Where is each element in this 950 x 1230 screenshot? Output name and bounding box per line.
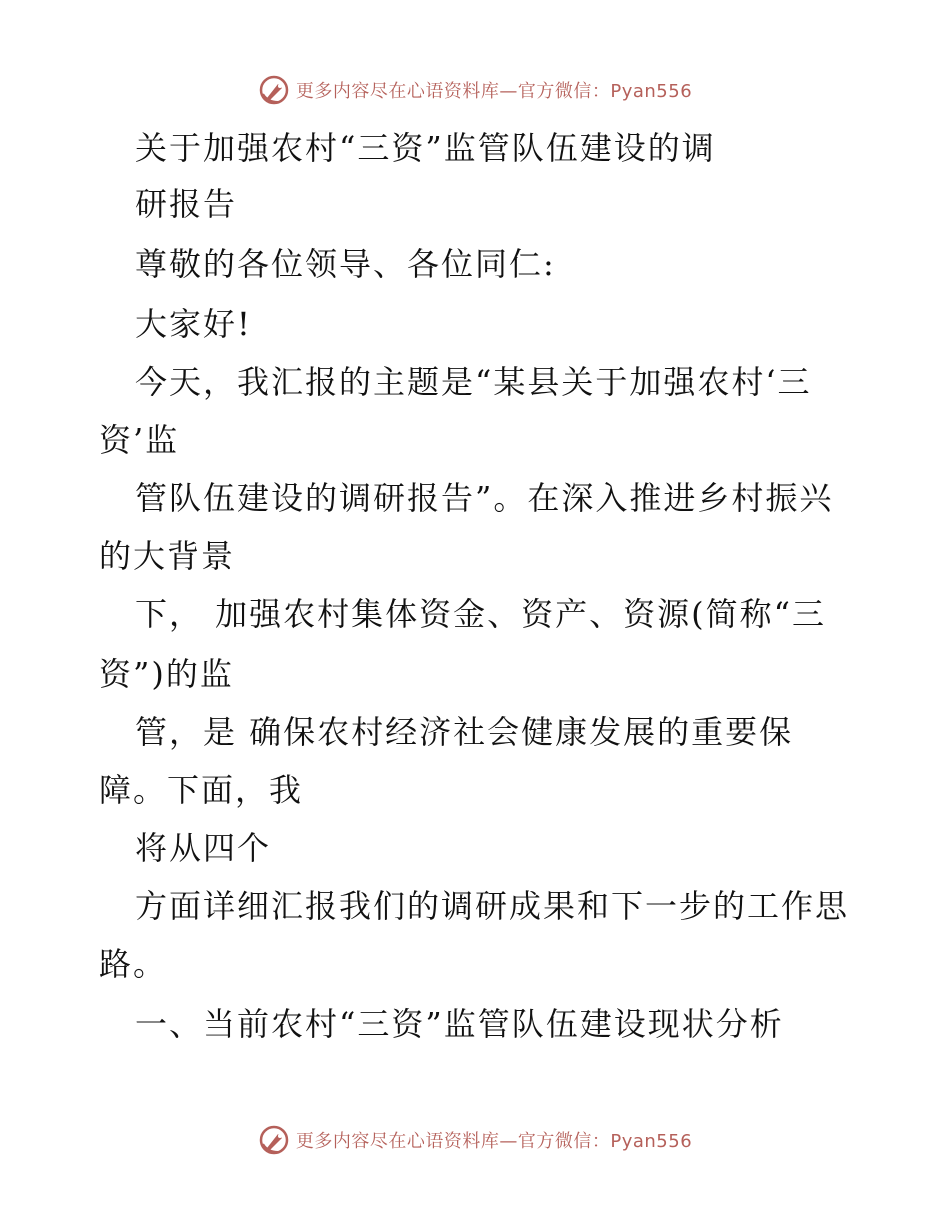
pen-nib-seal-icon (258, 74, 290, 106)
watermark-text: 更多内容尽在心语资料库—官方微信：Pyan556 (295, 81, 693, 102)
watermark-banner-bottom (0, 1122, 950, 1158)
paragraph-line: 管队伍建设的调研报告”。在深入推进乡村振兴 (135, 479, 834, 517)
greeting-line: 大家好! (135, 305, 252, 343)
paragraph-line: 障。下面，我 (99, 771, 304, 809)
section-heading: 一、当前农村“三资”监管队伍建设现状分析 (135, 1005, 784, 1043)
paragraph-line: 资”)的监 (99, 655, 234, 693)
paragraph-line: 资’监 (99, 421, 180, 459)
paragraph-line: 管，是 确保农村经济社会健康发展的重要保 (135, 713, 794, 751)
watermark-banner-top (0, 72, 950, 108)
paragraph-line: 路。 (99, 945, 168, 983)
paragraph-line: 方面详细汇报我们的调研成果和下一步的工作思 (135, 887, 850, 925)
paragraph-line: 下， 加强农村集体资金、资产、资源(简称“三 (135, 595, 827, 633)
title-line-2: 研报告 (135, 185, 238, 223)
title-line-1: 关于加强农村“三资”监管队伍建设的调 (135, 129, 716, 167)
watermark-text: 更多内容尽在心语资料库—官方微信：Pyan556 (295, 1131, 693, 1152)
pen-nib-seal-icon (258, 1124, 290, 1156)
paragraph-line: 的大背景 (99, 537, 236, 575)
paragraph-line: 将从四个 (135, 829, 272, 867)
salutation-line: 尊敬的各位领导、各位同仁: (135, 245, 556, 283)
paragraph-line: 今天，我汇报的主题是“某县关于加强农村‘三 (135, 363, 812, 401)
